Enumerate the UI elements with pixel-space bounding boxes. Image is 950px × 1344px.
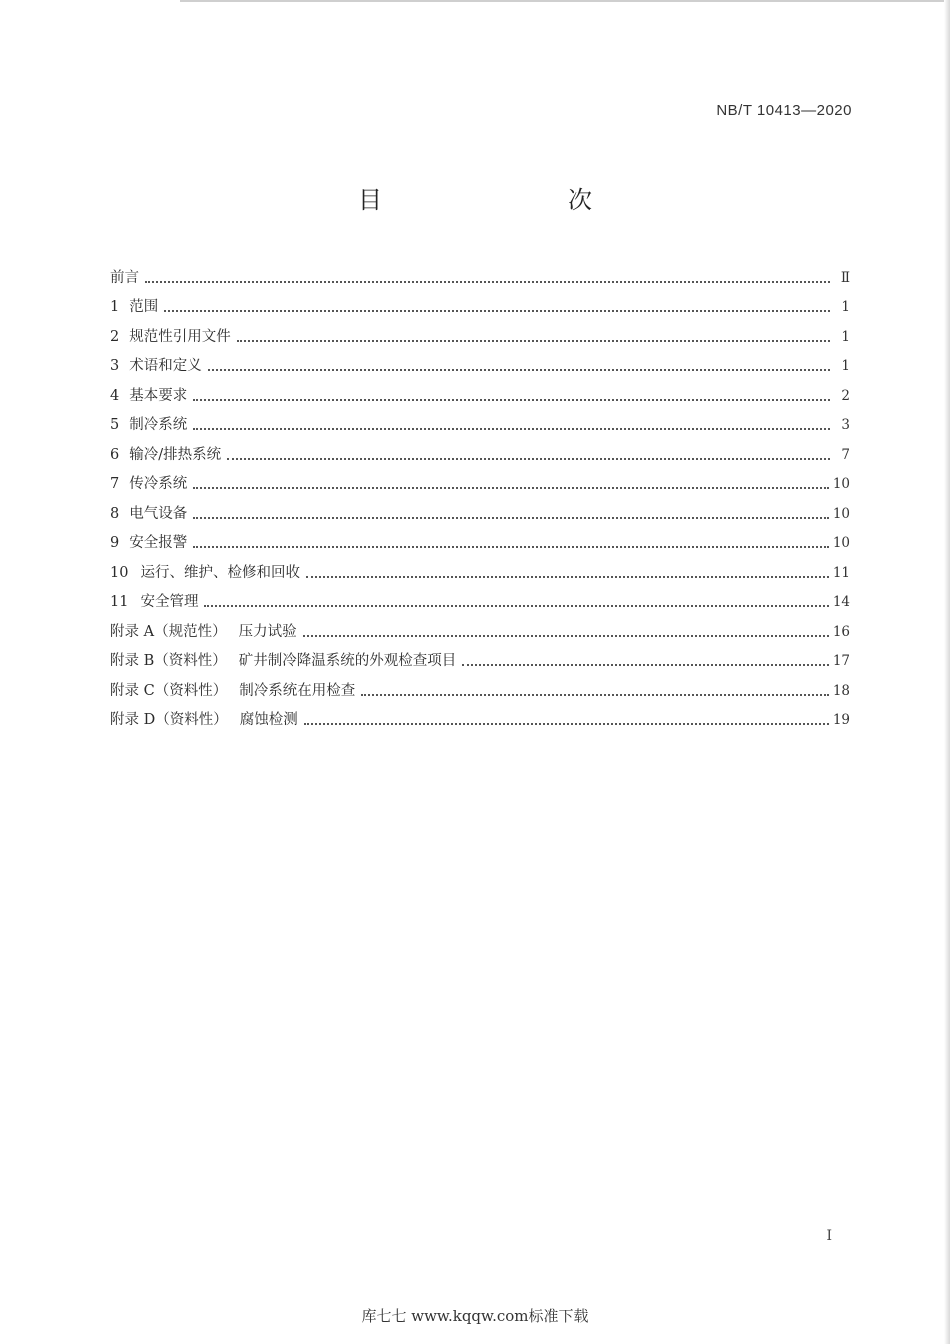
footer-source-text: 库七七 www.kqqw.com标准下载 — [361, 1307, 589, 1325]
toc-entry-number: 4 — [110, 387, 120, 404]
toc-page-number: 10 — [832, 505, 850, 522]
toc-entry-annex-b[interactable] — [110, 642, 850, 672]
toc-leader-dots — [227, 458, 830, 460]
toc-entry-annex-a[interactable] — [110, 612, 850, 642]
toc-page-number: 7 — [841, 446, 850, 463]
toc-leader-dots — [164, 310, 830, 312]
toc-page-number: 19 — [832, 712, 850, 728]
toc-page-number: 10 — [832, 535, 850, 551]
toc-entry-8[interactable] — [110, 494, 850, 524]
toc-entry-number: 附录 A（规范性） — [110, 623, 227, 640]
toc-entry-label: 11 安全管理 — [110, 594, 199, 610]
toc-page-number: 3 — [841, 417, 850, 433]
toc-entry-1[interactable] — [110, 288, 850, 318]
toc-entry-number: 11 — [110, 594, 129, 610]
toc-entry-label: 5 制冷系统 — [110, 417, 188, 433]
toc-leader-dots — [237, 340, 830, 342]
toc-leader-dots — [208, 369, 830, 371]
toc-entry-annex-d[interactable] — [110, 701, 850, 731]
toc-leader-dots — [361, 694, 829, 696]
toc-entry-foreword[interactable] — [110, 258, 850, 288]
toc-entry-label: 附录 B（资料性） 矿井制冷降温系统的外观检查项目 — [110, 653, 457, 669]
page-title: 目 次 — [358, 186, 638, 214]
toc-entry-number: 2 — [110, 328, 120, 345]
table-of-contents — [110, 258, 850, 730]
toc-entry-number: 3 — [110, 358, 120, 374]
toc-entry-6[interactable] — [110, 435, 850, 465]
toc-entry-number: 附录 C（资料性） — [110, 682, 228, 699]
toc-page-number: 14 — [832, 594, 850, 610]
toc-page-number: 18 — [832, 682, 850, 699]
toc-leader-dots — [303, 635, 829, 637]
page-folio: I — [826, 1228, 832, 1244]
toc-page-number: 10 — [832, 476, 850, 492]
toc-entry-7[interactable] — [110, 465, 850, 495]
scan-edge-top — [180, 0, 950, 2]
toc-entry-number: 9 — [110, 535, 120, 551]
toc-entry-11[interactable] — [110, 583, 850, 613]
toc-leader-dots — [306, 576, 829, 578]
toc-entry-number: 附录 D（资料性） — [110, 712, 228, 728]
toc-entry-4[interactable] — [110, 376, 850, 406]
toc-entry-10[interactable] — [110, 553, 850, 583]
toc-page-number: 11 — [832, 564, 850, 581]
toc-leader-dots — [193, 428, 830, 430]
toc-leader-dots — [193, 487, 829, 489]
toc-entry-3[interactable] — [110, 347, 850, 377]
toc-entry-number: 附录 B（资料性） — [110, 653, 227, 669]
toc-leader-dots — [204, 605, 828, 607]
toc-leader-dots — [462, 664, 829, 666]
toc-leader-dots — [145, 281, 830, 283]
toc-page-number: Ⅱ — [840, 269, 850, 286]
toc-entry-label: 1 范围 — [110, 299, 159, 315]
toc-entry-label: 2 规范性引用文件 — [110, 328, 231, 345]
toc-page-number: 1 — [841, 299, 850, 315]
toc-entry-number: 10 — [110, 564, 129, 581]
toc-entry-label: 前言 — [110, 269, 139, 286]
toc-entry-number: 5 — [110, 417, 120, 433]
toc-entry-label: 附录 C（资料性） 制冷系统在用检查 — [110, 682, 356, 699]
toc-entry-label: 附录 D（资料性） 腐蚀检测 — [110, 712, 298, 728]
toc-entry-annex-c[interactable] — [110, 671, 850, 701]
toc-entry-label: 10 运行、维护、检修和回收 — [110, 564, 300, 581]
toc-leader-dots — [193, 517, 829, 519]
toc-entry-label: 4 基本要求 — [110, 387, 188, 404]
toc-entry-label: 6 输冷/排热系统 — [110, 446, 222, 463]
toc-entry-label: 9 安全报警 — [110, 535, 188, 551]
toc-entry-number: 6 — [110, 446, 120, 463]
toc-entry-number: 1 — [110, 299, 120, 315]
toc-leader-dots — [193, 399, 830, 401]
toc-entry-label: 8 电气设备 — [110, 505, 188, 522]
toc-page-number: 2 — [841, 387, 850, 404]
toc-entry-2[interactable] — [110, 317, 850, 347]
toc-entry-number: 7 — [110, 476, 120, 492]
toc-entry-5[interactable] — [110, 406, 850, 436]
toc-leader-dots — [193, 546, 829, 548]
toc-entry-label: 3 术语和定义 — [110, 358, 202, 374]
toc-page-number: 17 — [832, 653, 850, 669]
toc-page-number: 1 — [841, 328, 850, 345]
standard-number: NB/T 10413—2020 — [716, 102, 852, 119]
toc-leader-dots — [304, 723, 829, 725]
toc-page-number: 1 — [841, 358, 850, 374]
toc-entry-label: 附录 A（规范性） 压力试验 — [110, 623, 297, 640]
toc-page-number: 16 — [832, 623, 850, 640]
toc-entry-label: 7 传冷系统 — [110, 476, 188, 492]
toc-entry-9[interactable] — [110, 524, 850, 554]
toc-entry-number: 8 — [110, 505, 120, 522]
